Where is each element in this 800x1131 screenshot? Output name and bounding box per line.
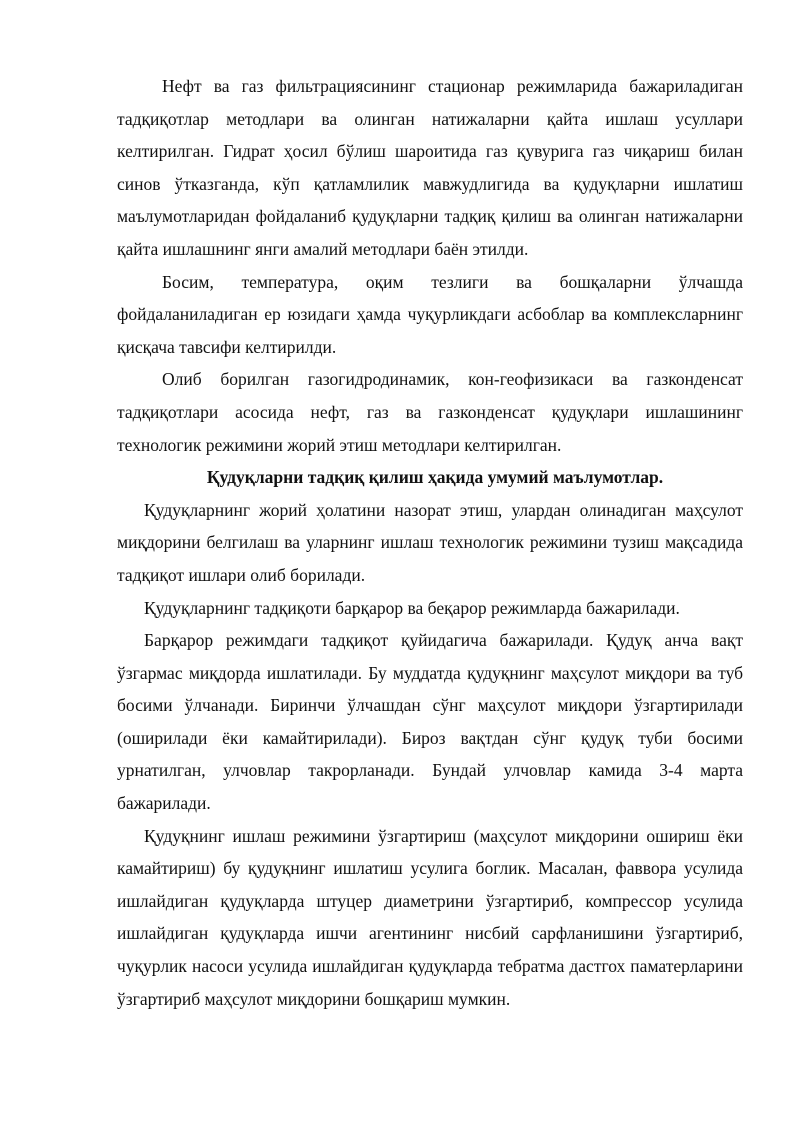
- intro-paragraph-1: Нефт ва газ фильтрациясининг стационар режимларида бажариладиган тадқиқотлар методлари ва олинган натижаларни қайта ишлаш усуллари келтирилган. Гидрат ҳосил бўлиш шароитида газ қувурига газ чиқариш билан синов ўтказганда, кўп қатламлилик мавжудлигида ва қудуқларни ишлатиш маълумотларидан фойдаланиб қудуқларни тадқиқ қилиш ва олинган натижаларни қайта ишлашнинг янги амалий методлари баён этилди.: [117, 76, 743, 259]
- body-paragraph-1: Қудуқларнинг жорий ҳолатини назорат этиш, улардан олинадиган маҳсулот миқдорини белгилаш ва уларнинг ишлаш технологик режимини тузиш мақсадида тадқиқот ишлари олиб борилади.: [117, 499, 743, 585]
- body-paragraph-4: Қудуқнинг ишлаш режимини ўзгартириш (маҳсулот миқдорини ошириш ёки камайтириш) бу қудуқнинг ишлатиш усулига боглик. Масалан, фаввора усулида ишлайдиган қудуқларда штуцер диаметрини ўзгартириб, компрессор усулида ишлайдиган қудуқларда ишчи агентининг нисбий сарфланишини ўзгартириб, чуқурлик насоси усулида ишлайдиган қудуқларда тебратма дастгох паматерларини ўзгартириб маҳсулот миқдорини бошқариш мумкин.: [117, 825, 743, 1009]
- body-paragraph-3: Барқарор режимдаги тадқиқот қуйидагича бажарилади. Қудуқ анча вақт ўзгармас миқдорда ишлатилади. Бу муддатда қудуқнинг маҳсулот миқдори ва туб босими ўлчанади. Биринчи ўлчашдан сўнг маҳсулот миқдори ўзгартирилади (оширилади ёки камайтирилади). Бироз вақтдан сўнг қудуқ туби босими урнатилган, улчовлар такрорланади. Бундай улчовлар камида 3-4 марта бажарилади.: [117, 630, 743, 814]
- document-body: [117, 70, 743, 1015]
- section-heading: Қудуқларни тадқиқ қилиш ҳақида умумий маълумотлар.: [206, 467, 664, 488]
- intro-paragraph-3: Олиб борилган газогидродинамик, кон-геофизикаси ва газконденсат тадқиқотлари асосида нефт, газ ва газконденсат қудуқлари ишлашининг технологик режимини жорий этиш методлари келтирилган.: [117, 369, 743, 455]
- body-paragraph-2: Қудуқларнинг тадқиқоти барқарор ва беқарор режимларда бажарилади.: [144, 597, 680, 618]
- intro-paragraph-2: Босим, температура, оқим тезлиги ва бошқаларни ўлчашда фойдаланиладиган ер юзидаги ҳамда чуқурликдаги асбоблар ва комплексларнинг қисқача тавсифи келтирилди.: [117, 271, 743, 357]
